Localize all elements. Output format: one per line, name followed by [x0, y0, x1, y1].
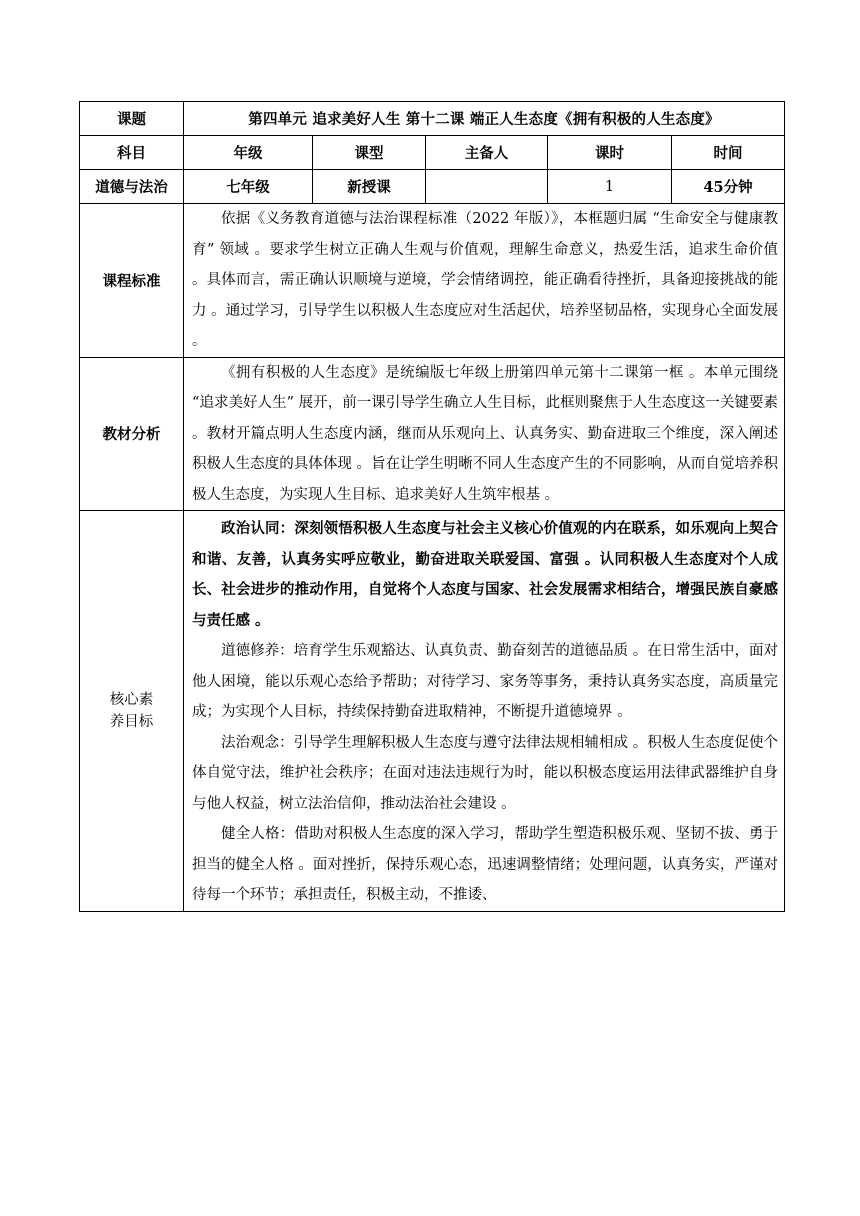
- topic-label: 课题: [80, 102, 184, 136]
- rule-of-law-text: 法治观念：引导学生理解积极人生态度与遵守法律法规相辅相成 。积极人生态度促使个体自觉守法，维护社会秩序；在面对违法违规行为时，能以积极态度运用法律武器维护自身与他人权益，树立法治信仰，推动法治社会建设 。: [192, 734, 779, 812]
- topic-row: [80, 102, 785, 136]
- value-periods: 1: [548, 170, 672, 204]
- curriculum-standard-row: [80, 204, 785, 358]
- curriculum-standard-label: 课程标准: [80, 204, 184, 358]
- value-time: 45分钟: [672, 170, 785, 204]
- core-literacy-row: [80, 511, 785, 912]
- sound-personality-text: 健全人格：借助对积极人生态度的深入学习，帮助学生塑造积极乐观、坚韧不拔、勇于担当的健全人格 。面对挫折，保持乐观心态，迅速调整情绪；处理问题，认真务实，严谨对待每一个环节；承担责任，积极主动，不推诿、: [192, 826, 779, 903]
- column-lesson-type: 课型: [313, 136, 426, 170]
- textbook-analysis-text: 《拥有积极的人生态度》是统编版七年级上册第四单元第十二课第一框 。本单元围绕 “追求美好人生” 展开，前一课引导学生确立人生目标，此框则聚焦于人生态度这一关键要素 。教材开篇点明人生态度内涵，继而从乐观向上、认真务实、勤奋进取三个维度，深入阐述积极人生态度的具体体现 。旨在让学生明晰不同人生态度产生的不同影响，从而自觉培养积极人生态度，为实现人生目标、追求美好人生筑牢根基 。: [192, 364, 779, 503]
- textbook-analysis-label: 教材分析: [80, 357, 184, 511]
- value-lesson-type: 新授课: [313, 170, 426, 204]
- info-value-row: [80, 170, 785, 204]
- moral-cultivation-text: 道德修养：培育学生乐观豁达、认真负责、勤奋刻苦的道德品质 。在日常生活中，面对他人困境，能以乐观心态给予帮助；对待学习、家务等事务，秉持认真务实态度，高质量完成；为实现个人目标，持续保持勤奋进取精神，不断提升道德境界 。: [192, 643, 779, 720]
- core-literacy-cell: [184, 511, 785, 912]
- column-periods: 课时: [548, 136, 672, 170]
- info-header-row: [80, 136, 785, 170]
- political-identity-text: 政治认同：深刻领悟积极人生态度与社会主义核心价值观的内在联系，如乐观向上契合和谐、友善，认真务实呼应敬业，勤奋进取关联爱国、富强 。认同积极人生态度对个人成长、社会进步的推动作用，自觉将个人态度与国家、社会发展需求相结合，增强民族自豪感与责任感 。: [192, 520, 779, 629]
- topic-value: 第四单元 追求美好人生 第十二课 端正人生态度《拥有积极的人生态度》: [184, 102, 785, 136]
- textbook-analysis-cell: [184, 357, 785, 511]
- column-subject: 科目: [80, 136, 184, 170]
- lesson-plan-table: [79, 101, 785, 912]
- column-time: 时间: [672, 136, 785, 170]
- value-grade: 七年级: [184, 170, 313, 204]
- curriculum-standard-text: 依据《义务教育道德与法治课程标准（2022 年版）》，本框题归属 “生命安全与健康教育” 领域 。要求学生树立正确人生观与价值观，理解生命意义，热爱生活，追求生命价值 。具体而言，需正确认识顺境与逆境，学会情绪调控，能正确看待挫折，具备迎接挑战的能力 。通过学习，引导学生以积极人生态度应对生活起伏，培养坚韧品格，实现身心全面发展 。: [192, 211, 779, 349]
- column-preparer: 主备人: [426, 136, 548, 170]
- textbook-analysis-row: [80, 357, 785, 511]
- core-literacy-label: [80, 511, 184, 912]
- value-subject: 道德与法治: [80, 170, 184, 204]
- curriculum-standard-cell: [184, 204, 785, 358]
- column-grade: 年级: [184, 136, 313, 170]
- core-literacy-label-text: 核心素养目标: [109, 691, 154, 730]
- value-preparer: [426, 170, 548, 204]
